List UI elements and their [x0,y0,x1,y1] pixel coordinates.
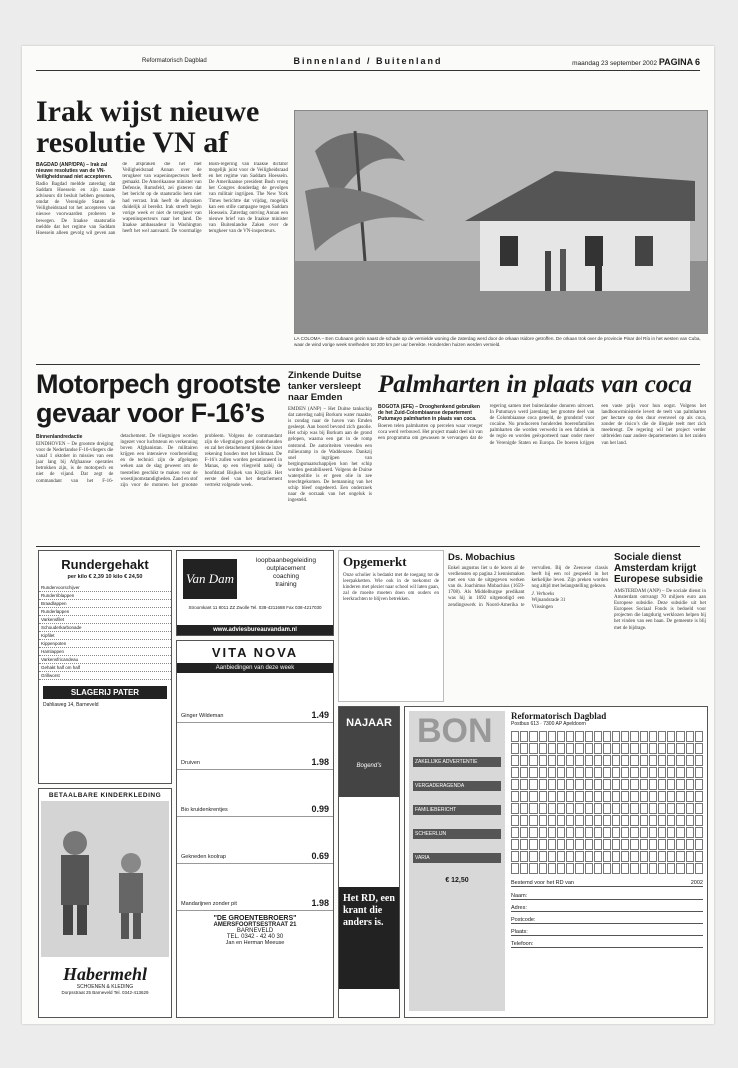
bon-title: BON [417,712,493,750]
text-tanker: EMDEN (ANP) – Het Duitse tankschip dat zaterdag nabij Borkum water maakte, is zondag naar de haven van Emden gesleept. Aan boord bevond zich gasolie. Het schip was bij Borkum aan de grond gelopen, waarna een gat in de romp ontstond. De autoriteiten vreesden een milieuramp in de Waddenzee. Dankzij snel ingrijpen van bergingsmaatschappijen kon het schip worden gestabiliseerd. Volgens de Duitse waterpolitie is er geen olie in zee terechtgekomen. De bemanning van het schip bleef ongedeerd. Een onderzoek naar de oorzaak van het ongeluk is ingesteld. [288,407,372,504]
shop-owner: Jan en Herman Meeuse [225,940,285,946]
ad-vandam-services: loopbaanbegeleiding outplacement coaching training [255,557,316,588]
list-item: Druiven 1.98 [177,723,333,770]
bon-rubrieken [413,757,501,863]
ad-bon-coupon [404,706,708,1018]
ad-rundergehakt-title: Rundergehakt [61,557,149,572]
bon-field-address[interactable]: Adres: [511,905,703,912]
bon-date-line[interactable] [511,880,703,887]
page-header [36,56,700,71]
photo-illustration [295,111,707,333]
article-palm [378,372,706,447]
shop-phone: TEL. 0342 - 42 40 30 [226,934,284,940]
text-sociale: AMSTERDAM (ANP) – De sociale dienst in Amsterdam ontvangt 70 miljoen euro aan Europese subsidie. Deze subsidie uit het Europees Sociaal Fonds is bedoeld voor projecten die langdurig werklozen helpen bij het vinden van een baan. De gemeente is blij met de bijdrage. [614,589,706,631]
ad-vitanova [176,640,334,1018]
headline-tanker: Zinkende Duitse tanker versleept naar Emden [288,370,362,403]
headline-palm: Palmharten in plaats van coca [378,371,692,398]
rubriek-option[interactable]: ZAKELIJKE ADVERTENTIE [413,757,501,767]
text-palm: Boeren telen palmharten op percelen waar vroeger coca werd verbouwd. Het project maakt deel uit van een programma om gewassen te vervangen dat de regering samen met buitenlandse donoren uitvoert. In Putumayo werd jarenlang het grootste deel van de Colombiaanse coca geteeld, de grondstof voor cocaïne. Nu produceren honderden boerenfamilies palmharten die worden verwerkt in een fabriek in de regio en worden geëxporteerd naar onder meer de Verenigde Staten en Europa. De boeren krijgen een vaste prijs voor hun oogst. Volgens het landbouwministerie levert de teelt van palmharten per hectare op den duur evenveel op als coca, zonder de risico’s die de illegale teelt met zich meebrengt. De regering wil het project verder uitbreiden naar andere departementen in het zuiden van het land. [378,404,706,446]
signature-address: Wijnandsrade 31 [531,598,566,604]
ad-kinderkleding-address: Dorpsstraat 25 Barneveld Tel. 0342-413629 [61,990,149,995]
byline-irak: BAGDAD (ANP/DPA) – Irak zal nieuwe resoluties van de VN-Veiligheidsraad niet accepteren. [36,162,113,180]
ad-najaar [338,706,400,1018]
ad-vitanova-footer [177,915,333,946]
page-info [572,57,700,67]
list-item: Schouderkarbonade [39,624,171,632]
bon-form [511,711,703,948]
newspaper-page [22,46,714,1024]
children-photo [39,799,171,959]
ad-rundergehakt-list [39,584,171,680]
divider [36,546,700,547]
signature-city: Vlissingen [531,604,553,610]
headline-irak: Irak wijst nieuwe resolutie VN af [36,95,260,159]
bon-price: € 12,50 [445,877,469,884]
ad-kinderkleding-sub: SCHOENEN & KLEDING [76,984,134,990]
text-f16: EINDHOVEN – De grootste dreiging voor de Nederlandse F-16-vliegers die vanaf 1 oktober in missies van een jaar lang bij Afghaanse operaties betrokken zijn, is de motorpech en niet de vijand. Dat zegt de commandant van het F-16-detachement. De vliegtuigen worden ingezet voor luchtsteun en verkenning boven Afghanistan. De militairen krijgen een intensieve voorbereiding en de technici zijn de afgelopen weken aan de slag geweest om de toestellen geschikt te maken voor de woestijnomstandigheden. Zand en stof zijn voor de motoren het grootste probleem. Volgens de commandant zijn de vliegtuigen goed onderhouden en zal het detachement tijdens de inzet rekening houden met het klimaat. De F-16’s zullen worden gestationeerd in Manas, op een vliegveld nabij de hoofdstad Bisjkek van Kirgizië. Het eerste deel van het detachement vertrekt volgende week. [36,434,282,488]
opgemerkt-title: Opgemerkt [343,554,407,569]
bon-date-prefix: Bestemd voor het RD van [511,880,574,886]
signature-name: J. Verhoeks [531,592,555,598]
bon-field-phone[interactable]: Telefoon: [511,941,703,948]
list-item: Bio kruidenkrentjes 0.99 [177,770,333,817]
page-label: PAGINA [658,57,694,67]
ad-kinderkleding [38,788,172,1018]
bon-letter-grid[interactable] [511,731,703,874]
bon-field-name[interactable]: Naam: [511,893,703,900]
rubriek-option[interactable]: SCHEERLIJN [413,829,501,839]
cuba-hurricane-photo [294,110,708,334]
ad-kinderkleding-title: BETAALBARE KINDERKLEDING [48,792,162,799]
list-item: Mandarijnen zonder pit 1.98 [177,864,333,911]
headline-f16: Motorpech grootste gevaar voor F-16’s [36,369,281,428]
shop-name: "DE GROENTEBROERS" [213,915,297,922]
bon-year: 2002 [690,880,703,886]
list-item: Runderlappen [39,608,171,616]
ad-rd-slogan: Het RD, een krant die anders is. [339,887,399,989]
bon-paper-name: Reformatorisch Dagblad [511,711,607,721]
ad-vitanova-title: VITA NOVA [211,645,299,660]
paper-name: Reformatorisch Dagblad [142,58,207,64]
section-title: Binnenland / Buitenland [293,56,443,66]
ad-vandam-url[interactable]: www.adviesbureauvandam.nl [177,625,333,635]
ad-najaar-banner [339,707,399,797]
list-item: Kippenpoten [39,640,171,648]
article-mobachius [448,552,608,611]
article-irak-body [36,162,288,362]
ad-rundergehakt-address: Dahliaweg 14, Barneveld [43,702,99,708]
ad-najaar-shop: Bogend’s [356,763,382,769]
list-item: Hamlappen [39,648,171,656]
text-mobachius: Enkel augustus liet u de lezers al de verdiensten op pagina 2 kennismaken met een van de uitgegeven werken van ds. Joachimus Mobachius (1659-1708). Als Middelburgse predikant was hij in 1692 uitgenodigd een zendingswerk in Noord-Amerika te vervullen. Bij de Zeeuwse classis heeft hij een rol gespeeld in het kerkelijke leven. Zijn preken worden nog altijd met belangstelling gelezen. [448,566,608,608]
headline-mobachius: Ds. Mobachius [448,552,516,563]
page-number: 6 [694,57,700,67]
ad-rundergehakt-shop: SLAGERIJ PATER [43,686,167,699]
ad-vitanova-subtitle: Aanbiedingen van deze week [177,663,333,673]
opgemerkt-box [338,550,444,702]
text-irak: Radio Bagdad meldde zaterdag dat Saddam Hoessein en zijn naaste adviseurs dit besluit hebben genomen, omdat de Verenigde Staten de Veiligheidsraad tot het accepteren van nieuwe voorwaarden proberen te bewegen. De Iraakse staatsradio meldde dat het regime van Saddam Hoessein alleen gevolg wil geven aan de afspraken die het met Veiligheidsraad Annan over de terugkeer van wapeninspecteurs heeft gemaakt. De Amerikaanse minister van Defensie, Rumsfeld, zei gisteren dat het bericht op de staatsradio hem niet had verrast. Irak heeft de afspraken duidelijk al bereikt. Irak streeft begin vorige week er niet de terugkeer van wapeninspecteurs naar het land. De Iraakse ambassadeur in Washington heeft het wel aanvaard. De voormalige Bush-regering van Iraakse dictator mogelijk juist voor de Veiligheidsraad en het regime van Saddam Hoessein. De Amerikaanse president Bush vroeg het Congres donderdag de gevolgen van militair ingrijpen. The New York Times berichtte dat vrijdag, mogelijk kan een stille campagne tegen Saddam Hoessein. Zaterdag ontving Annan een nieuwe brief van de Iraakse minister van Buitenlandse Zaken over de terugkeer van de VN-inspecteurs. [36,162,288,236]
bon-field-city[interactable]: Plaats: [511,929,703,936]
list-item: Gekneden koolrap 0.69 [177,817,333,864]
divider [36,364,700,365]
list-item: Ginger Wildeman 1.49 [177,676,333,723]
ad-rundergehakt [38,550,172,784]
ad-rundergehakt-subtitle: per kilo € 2,39 10 kilo € 24,50 [67,574,143,580]
article-irak [36,96,288,362]
list-item: Runderriblappen [39,592,171,600]
article-f16-body [36,434,282,489]
bon-field-postcode[interactable]: Postcode: [511,917,703,924]
shop-address: AMERSFOORTSESTRAAT 21 [213,922,297,928]
rubriek-option[interactable]: VERGADERAGENDA [413,781,501,791]
bon-left-panel [409,711,505,1011]
ad-vandam [176,550,334,636]
ad-najaar-title: NAJAAR [346,717,392,729]
bon-postbus: Postbus 613 · 7300 AP Apeldoorn [511,721,586,727]
headline-sociale: Sociale dienst Amsterdam krijgt Europese subsidie [614,552,703,585]
list-item: Gehakt half om half [39,664,171,672]
photo-caption: LA COLOMA – Een Cubaans gezin naast de schade op de vernielde woning die zaterdag werd door de orkaan Isidore getroffen. De orkaan trok over de provincie Pinar del Río in het westen van Cuba, waar de wind vorige week snelheden tot 200 km per uur bereikte. Honderden huizen werden vernield. [294,336,701,347]
ad-kinderkleding-brand: Habermehl [63,964,147,984]
ad-vandam-logo: Van Dam [183,559,237,599]
article-mobachius-body [448,566,608,611]
list-item: Rundervoorschijver [39,584,171,592]
list-item: Grillworst [39,672,171,680]
article-sociale [614,552,706,632]
list-item: Kipfilet [39,632,171,640]
shop-city: BARNEVELD [236,928,274,934]
article-tanker [288,370,372,505]
byline-f16: Binnenlandredactie [36,434,83,440]
date-label: maandag 23 september 2002 [572,60,658,67]
byline-palm: BOGOTA (EFE) – Drooghenkend gebruiken de het Zuid-Colombiaanse departement Putumayo palmharten in plaats van coca. [378,404,480,422]
article-palm-body [378,404,706,447]
list-item: Braadlappen [39,600,171,608]
opgemerkt-text: Onze scholier is bedankt met de toegang tot de leerpakketten. Wie ook in de toekomst de kinderen met plezier naar school wil laten gaan, zal de moeite moeten doen om ouders en leerkrachten te blijven betrekken. [343,573,439,603]
list-item: Varkensfilet [39,616,171,624]
article-f16 [36,370,282,489]
ad-vandam-address: Stroomkant 11 8011 ZZ Zwolle Tel. 038-4211688 Fax 038-4217030 [188,605,322,610]
rubriek-option[interactable]: VARIA [413,853,501,863]
rubriek-option[interactable]: FAMILIEBERICHT [413,805,501,815]
list-item: Varkensfricandeau [39,656,171,664]
